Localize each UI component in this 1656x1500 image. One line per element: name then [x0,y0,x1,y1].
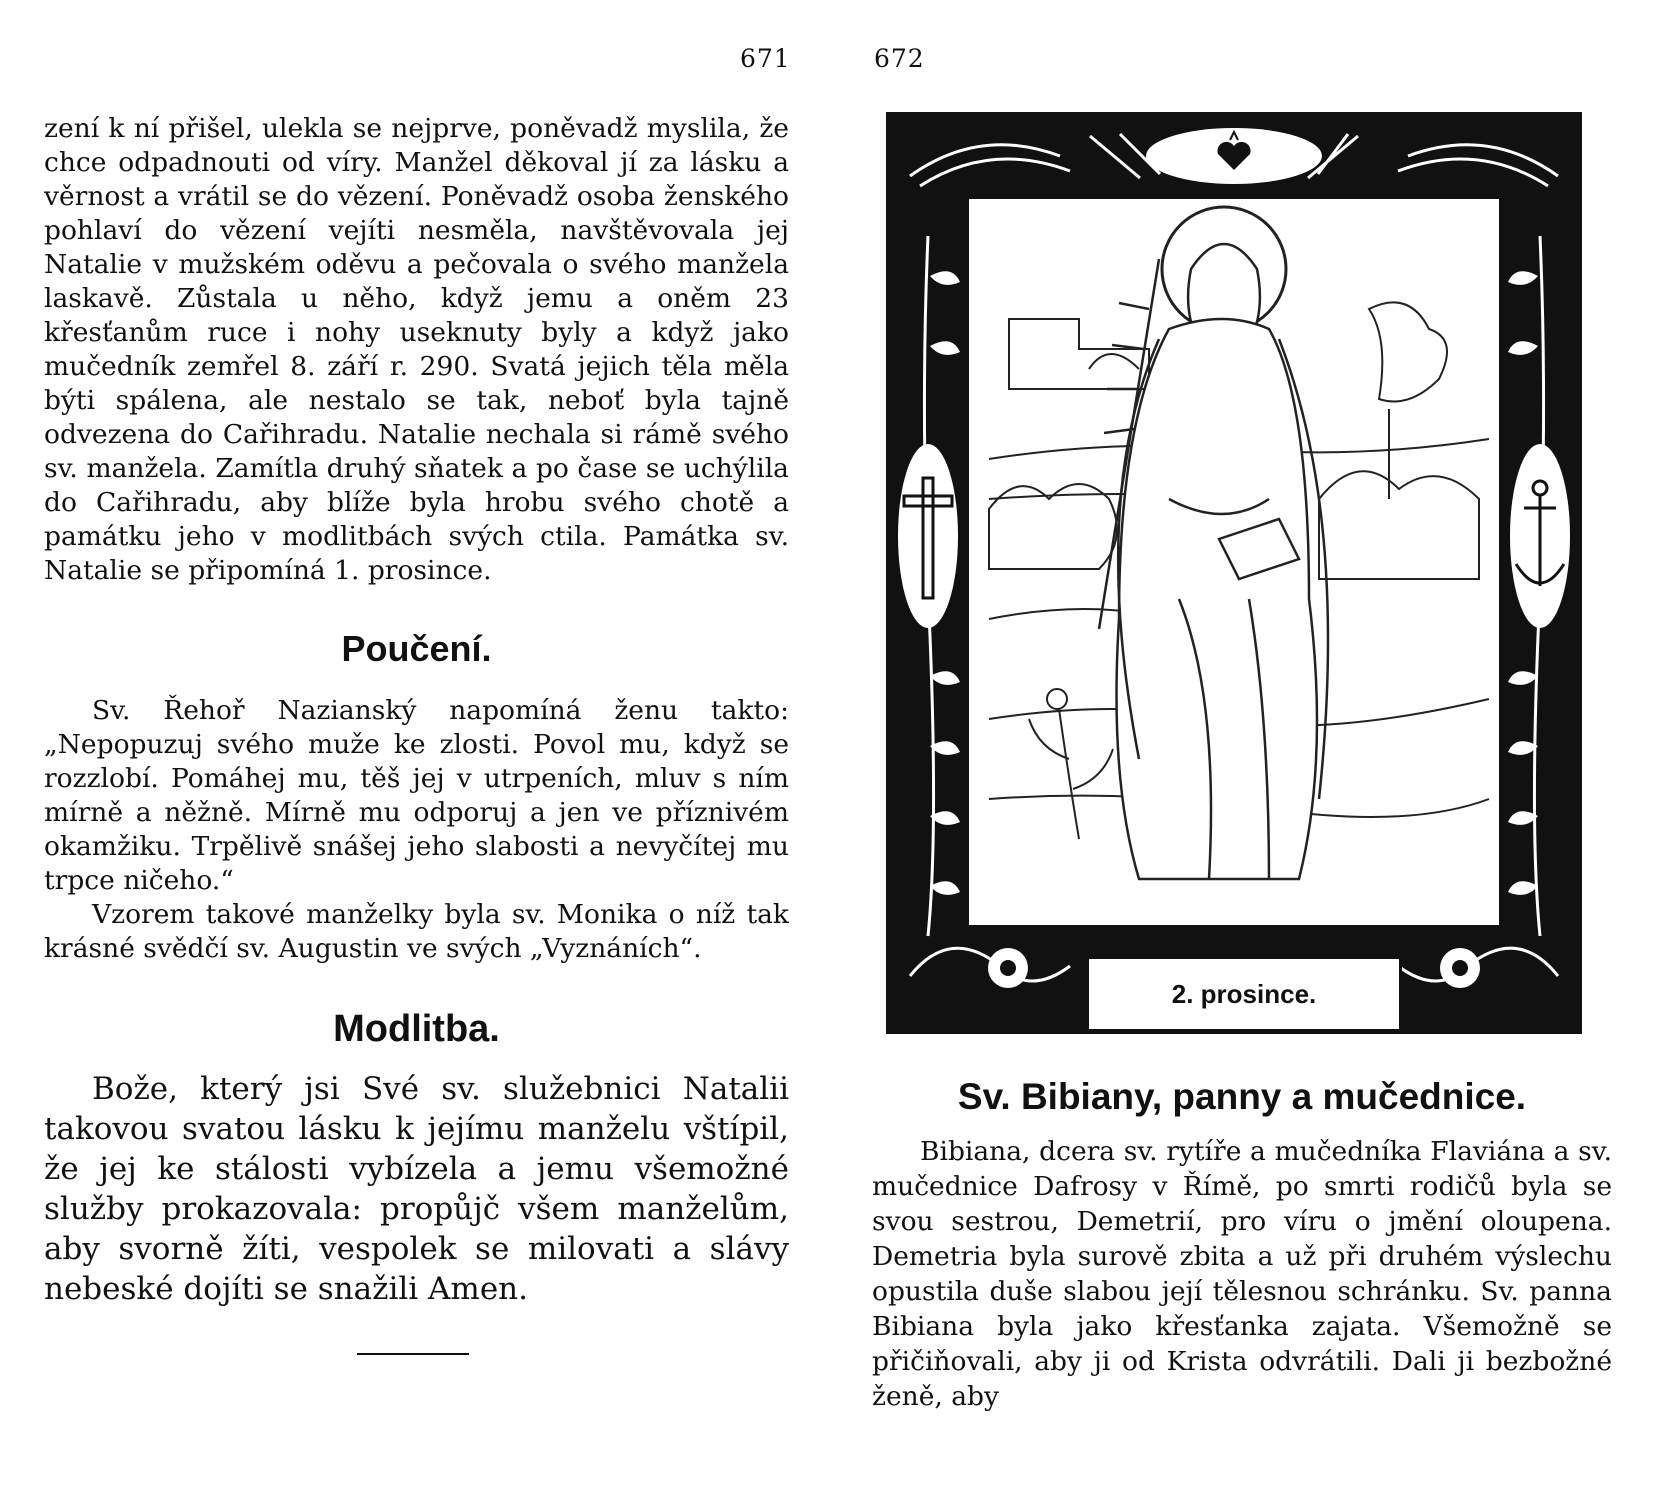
saint-bibiana-illustration [966,196,1502,928]
pouceni-heading: Poučení. [341,628,492,669]
pouceni-paragraph-2: Vzorem takové manželky byla sv. Monika o níž tak krásné svědčí sv. Augustin ve svých „Vyznáních“. [44,899,789,964]
modlitba-heading: Modlitba. [333,1008,500,1050]
date-caption: 2. prosince. [1086,956,1402,1032]
natalie-story-paragraph: zení k ní přišel, ulekla se nejprve, poněvadž myslila, že chce odpadnouti od víry. Manžel děkoval jí za lásku a věrnost a vrátil se do vězení. Poněvadž osoba ženského pohlaví do vězení vejíti nesměla, navštěvovala jej Natalie v mužském oděvu a pečovala o svého manžela laskavě. Zůstala u něho, když jemu a oněm 23 křesťanům ruce i nohy useknuty byly a když jako mučedník zemřel 8. září r. 290. Svatá jejich těla měla býti spálena, ale nestalo se tak, neboť byla tajně odvezena do Cařihradu. Natalie nechala si rámě svého sv. manžela. Zamítla druhý sňatek a po čase se uchýlila do Cařihradu, aby blíže byla hrobu svého chotě a památku jeho v modlitbách svých ctila. Památka sv. Natalie se připomíná 1. prosince. [44,113,789,586]
pouceni-paragraph: Sv. Řehoř Nazianský napomíná ženu takto: „Nepopuzuj svého muže ke zlosti. Povol mu, když se rozzlobí. Pomáhej mu, těš jej v utrpeních, mluv s ním mírně a něžně. Mírně mu odporuj a jen ve příznivém okamžiku. Trpělivě snášej jeho slabosti a nevyčítej mu trpce ničeho.“ [44,695,789,896]
left-page [44,112,789,1355]
right-page [872,112,1612,1414]
page-number-left: 671 [740,44,791,73]
illustration-frame [886,112,1582,1034]
section-end-rule [357,1353,469,1355]
saint-heading: Sv. Bibiany, panny a mučednice. [957,1076,1527,1117]
prayer-text: Bože, který jsi Své sv. služebnici Natalii takovou svatou lásku k jejímu manželu vštípil, že jej ke stálosti vybízela a jemu všemožné služby prokazovala: propůjč všem manželům, aby svorně žíti, vespolek se milovati a slávy nebeské dojíti se snažili Amen. [44,1071,789,1307]
page-number-right: 672 [874,44,925,73]
bibiana-story-paragraph: Bibiana, dcera sv. rytíře a mučedníka Flaviána a sv. mučednice Dafrosy v Římě, po smrti rodičů byla se svou sestrou, Demetrií, pro víru o jmění oloupena. Demetria byla surově zbita a už při druhém výslechu opustila duše slabou její tělesnou schránku. Sv. panna Bibiana byla jako křesťanka zajata. Všemožně se přičiňovali, aby ji od Krista odvrátili. Dali ji bezbožné ženě, aby [872,1136,1612,1412]
